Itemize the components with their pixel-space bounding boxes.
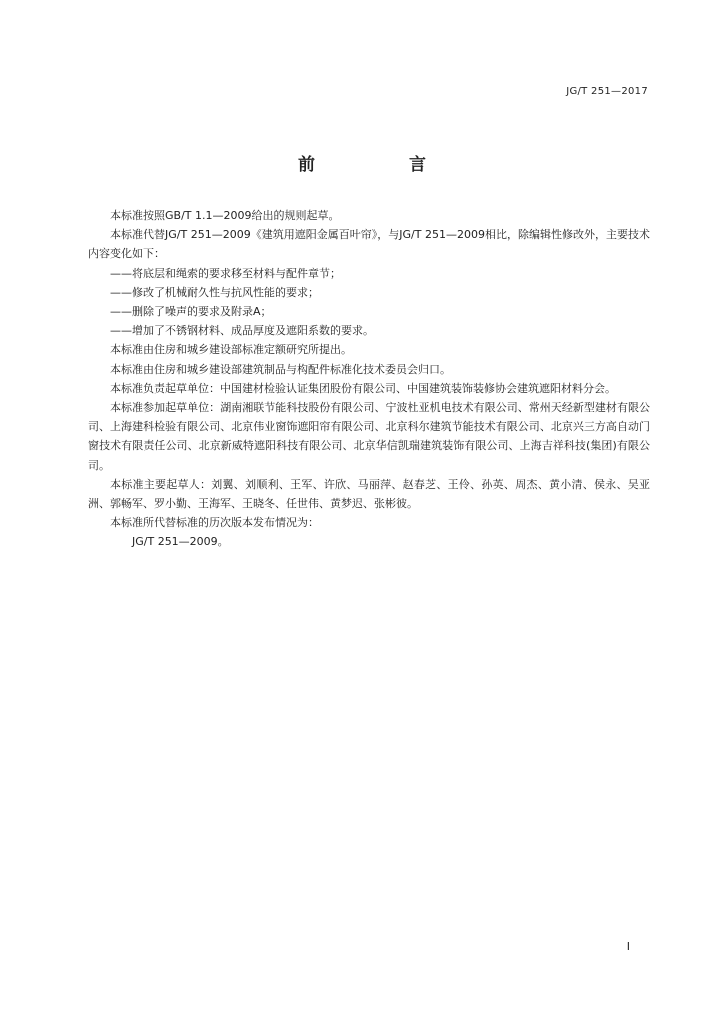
paragraph: 本标准所代替标准的历次版本发布情况为： (110, 516, 319, 530)
paragraph: 本标准参加起草单位：湖南湘联节能科技股份有限公司、宁波杜亚机电技术有限公司、常州天经新型建材有限公司、上海建科检验有限公司、北京伟业窗饰遮阳帘有限公司、北京科尔建筑节能技术有限公司、北京兴三方高自动门窗技术有限责任公司、北京新威特遮阳科技有限公司、北京华信凯瑞建筑装饰有限公司、上海吉祥科技(集团)有限公司。 (88, 401, 650, 472)
list-item: ——修改了机械耐久性与抗风性能的要求； (110, 285, 319, 299)
paragraph: 本标准由住房和城乡建设部建筑制品与构配件标准化技术委员会归口。 (110, 362, 451, 376)
document-body (88, 206, 650, 552)
standard-code: JG/T 251—2017 (566, 86, 648, 97)
paragraph: 本标准按照GB/T 1.1—2009给出的规则起草。 (110, 209, 340, 222)
paragraph: JG/T 251—2009。 (132, 535, 229, 549)
page-number: I (626, 940, 630, 953)
paragraph: 本标准由住房和城乡建设部标准定额研究所提出。 (110, 343, 352, 357)
list-item: ——将底层和绳索的要求移至材料与配件章节； (110, 266, 341, 280)
list-item: ——删除了噪声的要求及附录A； (110, 305, 272, 319)
paragraph: 本标准主要起草人：刘翼、刘顺利、王军、许欣、马丽萍、赵春芝、王伶、孙英、周杰、黄小清、侯永、吴亚洲、郭畅军、罗小勤、王海军、王晓冬、任世伟、黄梦迟、张彬彼。 (88, 477, 650, 511)
list-item: ——增加了不锈钢材料、成品厚度及遮阳系数的要求。 (110, 324, 374, 338)
page-title: 前 言 (298, 155, 470, 175)
paragraph: 本标准负责起草单位：中国建材检验认证集团股份有限公司、中国建筑装饰装修协会建筑遮阳材料分会。 (110, 381, 616, 395)
paragraph: 本标准代替JG/T 251—2009《建筑用遮阳金属百叶帘》，与JG/T 251—2009相比，除编辑性修改外，主要技术内容变化如下： (88, 228, 650, 261)
